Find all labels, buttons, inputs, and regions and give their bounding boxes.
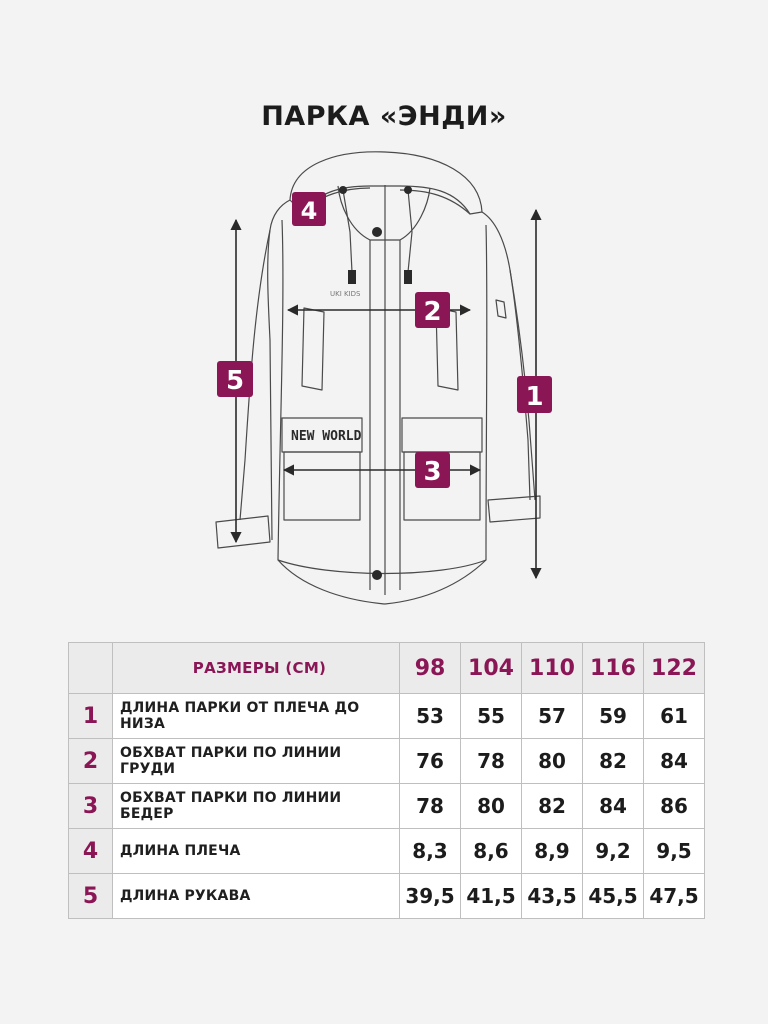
row-value: 76: [400, 739, 461, 784]
row-index: 4: [69, 829, 113, 874]
row-value: 43,5: [522, 874, 583, 919]
row-index: 5: [69, 874, 113, 919]
svg-text:1: 1: [525, 382, 544, 412]
row-value: 47,5: [644, 874, 705, 919]
row-value: 84: [644, 739, 705, 784]
size-116: 116: [583, 643, 644, 694]
row-value: 61: [644, 694, 705, 739]
row-value: 8,6: [461, 829, 522, 874]
row-value: 9,2: [583, 829, 644, 874]
badge-3: [415, 452, 450, 488]
row-label: ДЛИНА РУКАВА: [113, 874, 400, 919]
row-value: 45,5: [583, 874, 644, 919]
row-value: 59: [583, 694, 644, 739]
row-value: 55: [461, 694, 522, 739]
pocket-label: NEW WORLD: [291, 429, 362, 444]
row-value: 8,3: [400, 829, 461, 874]
page-title: ПАРКА «ЭНДИ»: [261, 101, 507, 132]
badge-2: [415, 292, 450, 328]
row-label: ОБХВАТ ПАРКИ ПО ЛИНИИ БЕДЕР: [113, 784, 400, 829]
header-label: РАЗМЕРЫ (СМ): [113, 643, 400, 694]
row-value: 39,5: [400, 874, 461, 919]
row-value: 84: [583, 784, 644, 829]
row-value: 78: [461, 739, 522, 784]
row-value: 57: [522, 694, 583, 739]
row-index: 2: [69, 739, 113, 784]
row-value: 82: [583, 739, 644, 784]
table-row: [69, 874, 705, 919]
row-value: 78: [400, 784, 461, 829]
size-104: 104: [461, 643, 522, 694]
size-110: 110: [522, 643, 583, 694]
table-row: [69, 694, 705, 739]
row-value: 9,5: [644, 829, 705, 874]
header-empty-cell: [69, 643, 113, 694]
row-value: 82: [522, 784, 583, 829]
svg-text:3: 3: [423, 457, 442, 487]
parka-outline: [216, 152, 540, 604]
row-index: 1: [69, 694, 113, 739]
table-row: [69, 829, 705, 874]
table-row: [69, 784, 705, 829]
svg-text:2: 2: [423, 297, 442, 327]
badge-4: [292, 192, 326, 226]
row-index: 3: [69, 784, 113, 829]
row-value: 41,5: [461, 874, 522, 919]
table-row: [69, 739, 705, 784]
row-label: ДЛИНА ПАРКИ ОТ ПЛЕЧА ДО НИЗА: [113, 694, 400, 739]
row-value: 53: [400, 694, 461, 739]
row-label: ОБХВАТ ПАРКИ ПО ЛИНИИ ГРУДИ: [113, 739, 400, 784]
svg-text:5: 5: [225, 366, 245, 396]
svg-text:4: 4: [300, 197, 318, 225]
row-label: ДЛИНА ПЛЕЧА: [113, 829, 400, 874]
brand-label: UKI KIDS: [330, 290, 361, 298]
badge-1: [517, 376, 552, 413]
size-table: [68, 642, 705, 919]
row-value: 86: [644, 784, 705, 829]
row-value: 8,9: [522, 829, 583, 874]
badge-5: [217, 361, 253, 397]
size-122: 122: [644, 643, 705, 694]
row-value: 80: [461, 784, 522, 829]
table-header-row: [69, 643, 705, 694]
row-value: 80: [522, 739, 583, 784]
size-98: 98: [400, 643, 461, 694]
